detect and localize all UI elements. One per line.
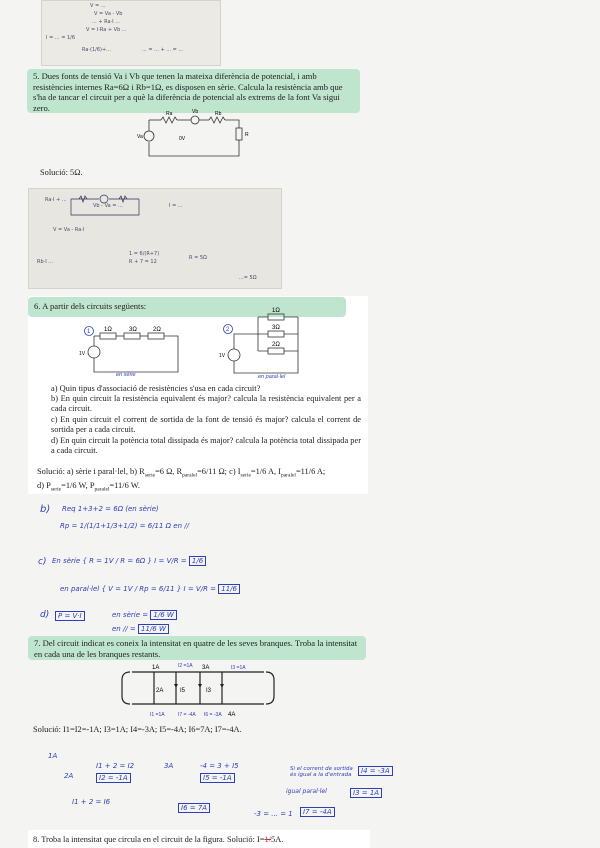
photo-line: Ra·I + ... [45, 197, 67, 203]
q7-label-4a: 4A [228, 712, 236, 718]
handwriting-b-label: b) [40, 504, 51, 515]
label-rb: Rb [215, 111, 222, 117]
handwriting-b-line2: Rp = 1/(1/1+1/3+1/2) = 6/11 Ω en // [60, 522, 189, 530]
question-5-solution: Solució: 5Ω. [40, 168, 83, 177]
circuit-q5 [135, 108, 255, 160]
circuit-2-number: 2 [226, 327, 230, 333]
question-5-text: 5. Dues fonts de tensió Va i Vb que tenen la mateixa diferència de potencial, i amb resistències internes Ra=6Ω i Rb=1Ω, es disposen en sèrie. Calcula la resistència amb que s'ha de tancar el circuit per a què la diferència de potencial als extrems de la font Va sigui zero. [27, 69, 360, 113]
label-va: Va [137, 134, 143, 140]
solution-sub: serie [240, 472, 251, 479]
hw7-eq2: -4 = 3 + I5 [200, 762, 239, 770]
label-ra: Ra [166, 111, 173, 117]
hw7-1a: 1A [48, 752, 58, 760]
photo-line: V = ... [90, 3, 106, 9]
photo-line: I = ... = 1/6 [46, 35, 76, 41]
circuit-1-number: 1 [87, 329, 91, 335]
solution-text: =1/6 W, P [61, 480, 95, 490]
photo-line: Vb - Va = ... [93, 203, 123, 209]
circuit-2-voltage: 1V [219, 353, 226, 359]
question-6-item-a: a) Quin tipus d'associació de resistències s'usa en cada circuit? [51, 384, 261, 393]
question-6-title: 6. A partir dels circuits següents: [28, 297, 346, 317]
q7-label-bottom1: I1 =1A [150, 712, 165, 718]
q7-label-1a: 1A [152, 665, 160, 671]
circuit-2-r1: 1Ω [272, 308, 280, 314]
hw7-box5: I6 = 7A [178, 803, 210, 813]
top-photo-notes [41, 0, 221, 66]
solution-text: Solució: a) sèrie i paral·lel, b) R [37, 467, 145, 476]
hw7-note1: Si el corrent de sortida és igual a la d'entrada [290, 766, 353, 778]
handwriting-text: En sèrie { R = 1V / R = 6Ω } I = V/R = [52, 557, 187, 565]
handwriting-text: en // = [112, 625, 136, 633]
handwriting-b-line1: Req 1+3+2 = 6Ω (en sèrie) [62, 505, 159, 513]
handwriting-text: en sèrie = [112, 611, 149, 619]
circuit-1-r2: 3Ω [129, 327, 137, 333]
hw7-box1: I2 = -1A [96, 773, 131, 783]
circuit-2-r3: 2Ω [272, 342, 280, 348]
handwriting-d-line1 [112, 611, 177, 619]
q7-label-bottom3: I6 = -3A [204, 712, 222, 718]
q7-label-bottom2: I7 = -4A [178, 712, 196, 718]
solution-sub: paralel [94, 486, 110, 493]
struck-text: 1/ [264, 835, 271, 844]
question-8-prompt: 8. Troba la intensitat que circula en el circuit de la figura. Solució: I= [33, 835, 265, 844]
hw7-eq5: -3 = ... = 1 [254, 810, 293, 818]
photo-line: Ra·(1/6)+... [82, 47, 111, 53]
q7-label-3a: 3A [202, 665, 210, 671]
q7-label-i5: I5 [180, 688, 186, 694]
photo-line: ... + Ra·I ... [92, 19, 120, 25]
circuit-1-r3: 2Ω [153, 327, 161, 333]
answer-box: 1/6 W [150, 610, 176, 620]
q7-label-i3b: I3 [206, 688, 212, 694]
solution-text: d) P [37, 480, 51, 490]
handwriting-text: en paral·lel { V = 1V / Rp = 6/11 } I = V/R = [60, 585, 217, 593]
circuit-q6-series [78, 322, 188, 378]
solution-sub: serie [144, 472, 156, 479]
handwriting-c-line1 [52, 557, 206, 565]
hw7-note2: igual paral·lel [286, 788, 327, 795]
photo-line: ... = ... + ... = ... [142, 47, 184, 53]
photo-line: V = Va - Vb [94, 11, 123, 17]
solution-text: =6/11 Ω; c) I [197, 467, 241, 476]
question-8-text [33, 835, 283, 845]
label-0v: 0V [179, 136, 186, 142]
handwriting-d-line2 [112, 625, 169, 633]
label-vb: Vb [192, 109, 199, 115]
circuit-2-r2: 3Ω [272, 325, 280, 331]
question-6-item-c: c) En quin circuit el corrent de sortida de la font de tensió és major? calcula el corrent de sortida per a cada circuit. [51, 415, 361, 435]
circuit-1-r1: 1Ω [104, 327, 112, 333]
photo-line: V = I·Ra + Vb ... [86, 27, 127, 33]
hw7-box3: I4 = -3A [358, 766, 393, 776]
photo-line: V = Va - Ra·I [53, 227, 85, 233]
hw7-eq4: I1 + 2 = I6 [72, 798, 111, 806]
answer-box: 11/6 [218, 584, 240, 594]
question-6-item-b: b) En quin circuit la resistència equivalent és major? calcula la resistència equivalent per a cada circuit. [51, 394, 361, 414]
solution-sub: serie [50, 486, 62, 493]
handwriting-d-label: d) [40, 610, 50, 620]
question-6-solution [37, 467, 367, 495]
solution-text: =11/6 A; [295, 467, 326, 476]
photo-line: Rb·I ... [37, 259, 54, 265]
q7-label-i3: I3 =1A [231, 665, 246, 671]
photo-line: ...= 5Ω [239, 275, 257, 281]
question-6-item-d: d) En quin circuit la potència total dissipada és major? calcula la potència total dissipada per a cada circuit. [51, 436, 361, 456]
hw7-box6: I7 = -4A [300, 807, 335, 817]
circuit-1-voltage: 1V [79, 351, 86, 357]
solution-text: =1/6 A, I [250, 467, 281, 476]
solution-sub: paralel [182, 472, 198, 479]
handwriting-c-label: c) [38, 557, 47, 567]
hw7-box2: I5 = -1A [200, 773, 235, 783]
circuit-q7 [118, 660, 276, 720]
q7-label-i2: I2 =1A [178, 663, 193, 669]
answer-box: 11/6 W [138, 624, 169, 634]
hw7-box4: I3 = 1A [350, 788, 382, 798]
answer-box: 1/6 [189, 556, 206, 566]
solution-text: =11/6 W. [109, 480, 140, 490]
circuit-2-note: en paral·lel [258, 374, 286, 379]
hw7-eq3: 3A [164, 762, 174, 770]
photo-line: I = ... [169, 203, 183, 209]
hw7-eq1: I1 + 2 = I2 [96, 762, 135, 770]
circuit-1-note: en sèrie [116, 372, 136, 378]
q7-label-2a: 2A [156, 688, 164, 694]
question-7-text: 7. Del circuit indicat es coneix la intensitat en quatre de les seves branques. Troba la intensitat en cada una de les branques restants. [28, 636, 366, 660]
label-r: R [245, 132, 249, 138]
photo-line: R = 5Ω [189, 255, 207, 261]
solution-sub: paralel [280, 472, 296, 479]
handwriting-d-formula: P = V·I [55, 611, 85, 621]
photo-line: R + 7 = 12 [129, 259, 157, 265]
question-7-solution: Solució: I1=I2=-1A; I3=1A; I4=-3A; I5=-4A; I6=7A; I7=-4A. [33, 725, 242, 734]
solution-photo-q5 [28, 188, 282, 289]
solution-text: =6 Ω, R [155, 467, 183, 476]
hw7-2a: 2A [64, 772, 74, 780]
photo-line: 1 = 6/(R+7) [129, 251, 160, 257]
question-8-answer: 5A. [271, 835, 284, 844]
circuit-q6-parallel [218, 305, 318, 379]
handwriting-c-line2 [60, 585, 240, 593]
